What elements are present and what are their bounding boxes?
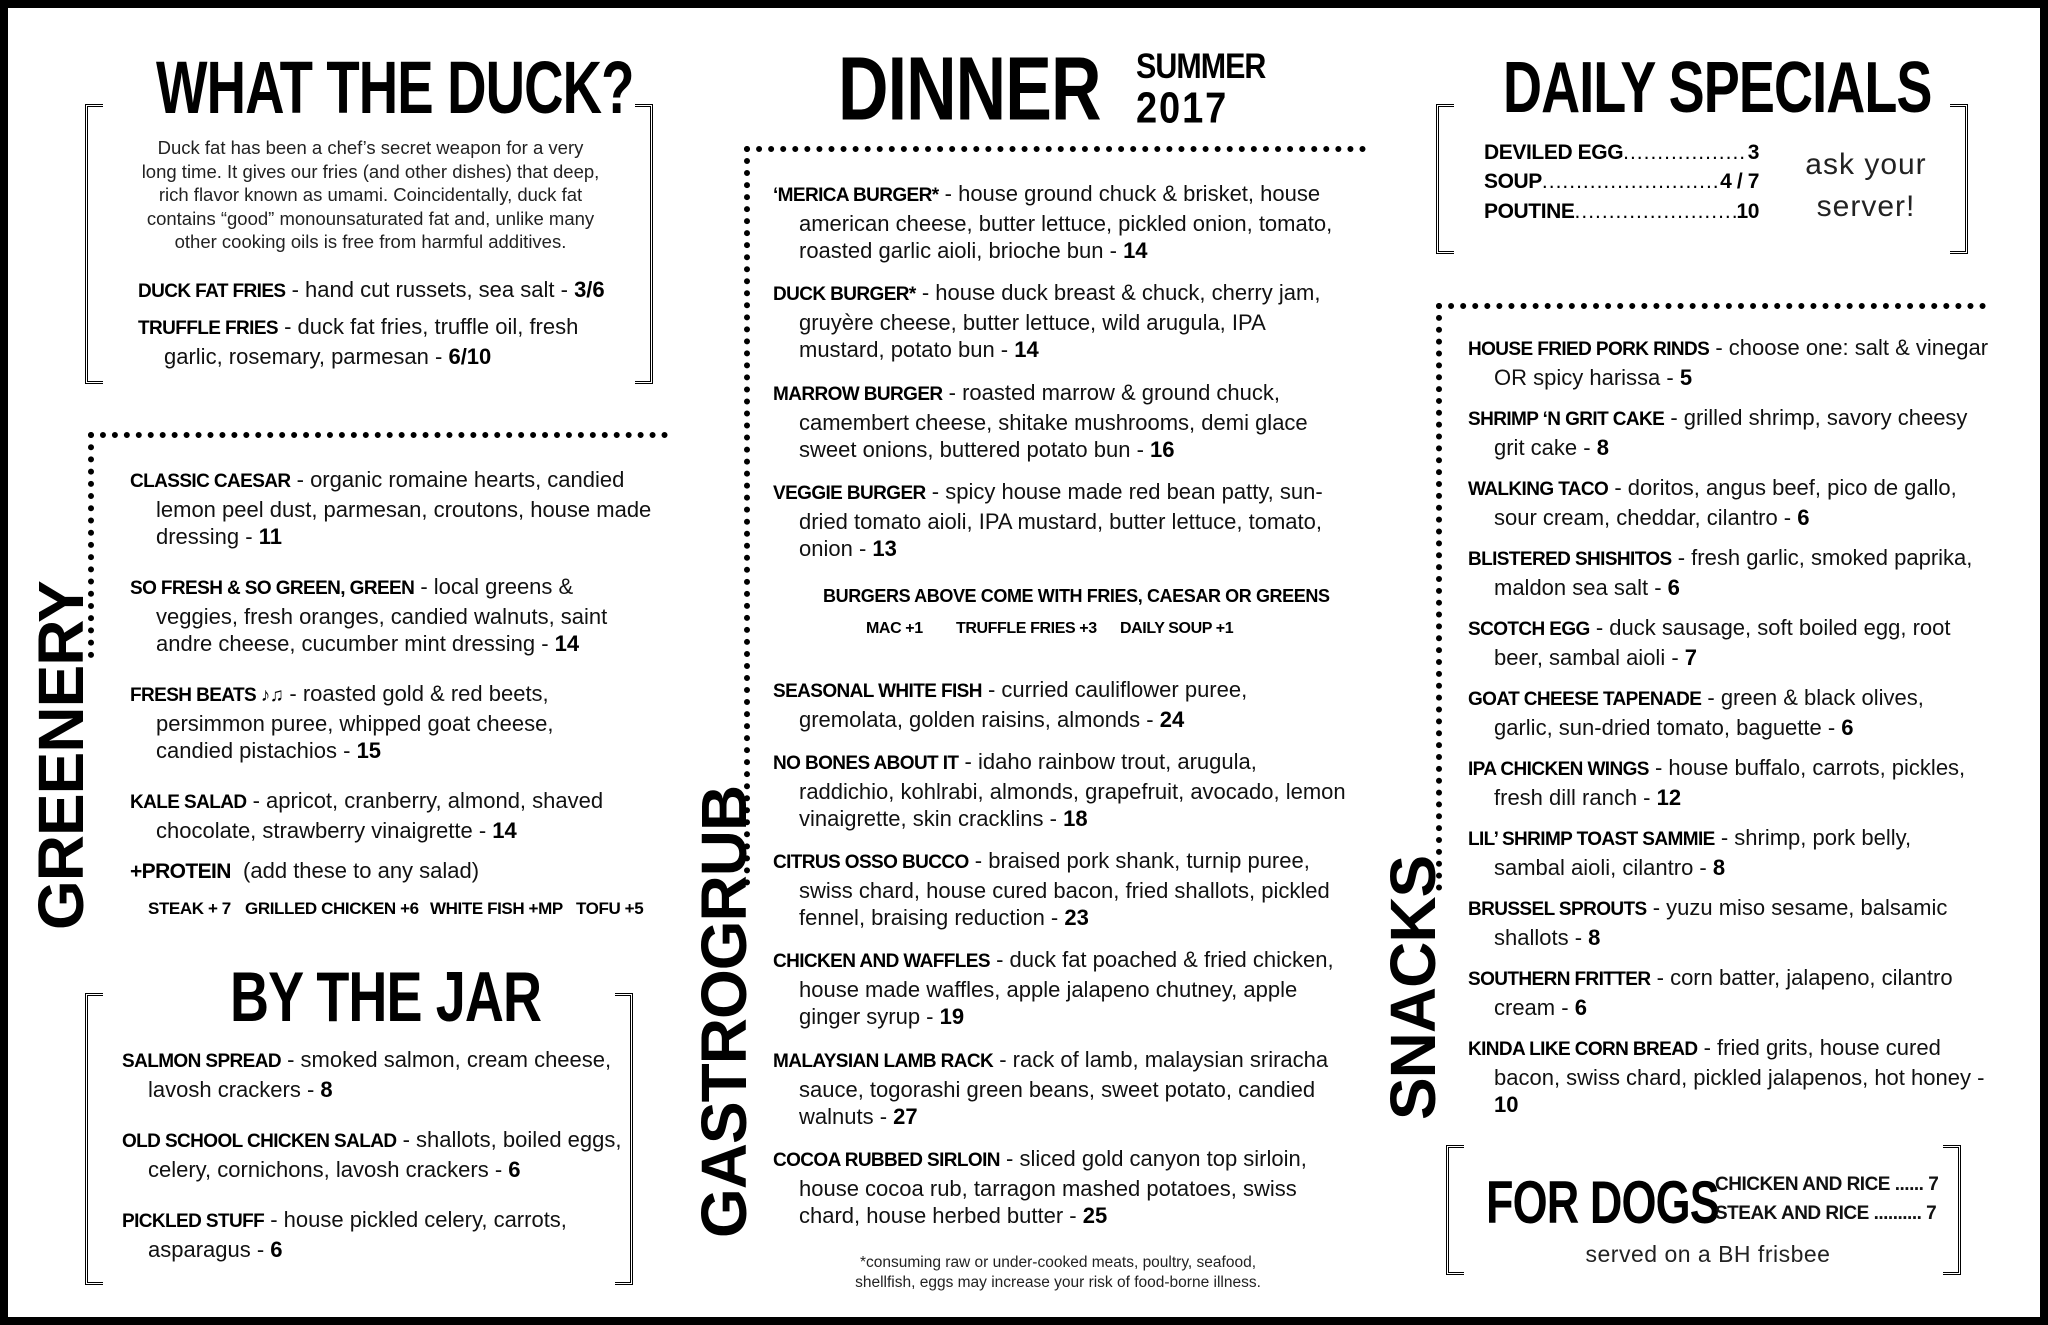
menu-item-no-bones-about-it: NO BONES ABOUT IT - idaho rainbow trout, arugula, raddichio, kohlrabi, almonds, grapefruit, avocado, lemon vinaigrette, skin cracklins - 18 (773, 749, 1346, 831)
duck-bracket-left (85, 104, 103, 384)
menu-item-classic-caesar: CLASSIC CAESAR - organic romaine hearts, candied lemon peel dust, parmesan, croutons, house made dressing - 11 (130, 467, 652, 549)
menu-item-merica-burger: ‘MERICA BURGER* - house ground chuck & brisket, house american cheese, butter lettuce, pickled onion, tomato, roasted garlic aioli, brioche bun - 14 (773, 181, 1333, 263)
burger-addon-truffle-fries: TRUFFLE FRIES +3 (956, 620, 1097, 637)
menu-item-citrus-osso-bucco: CITRUS OSSO BUCCO - braised pork shank, turnip puree, swiss chard, house cured bacon, fried shallots, pickled fennel, braising reduction - 23 (773, 848, 1330, 930)
menu-item-brussel-sprouts: BRUSSEL SPROUTS - yuzu miso sesame, balsamic shallots - 8 (1468, 895, 1948, 950)
burger-addon-daily-soup: DAILY SOUP +1 (1120, 620, 1234, 637)
dogs-bracket-right (1943, 1145, 1961, 1275)
menu-item-goat-cheese-tapenade: GOAT CHEESE TAPENADE - green & black olives, garlic, sun-dried tomato, baguette - 6 (1468, 685, 1924, 740)
duck-bracket-right (635, 104, 653, 384)
menu-season: SUMMER (1136, 46, 1266, 86)
menu-item-kinda-like-corn-bread: KINDA LIKE CORN BREAD - fried grits, house cured bacon, swiss chard, pickled jalapenos, hot honey - 10 (1468, 1035, 1985, 1117)
greenery-section-title: GREENERY (25, 581, 97, 930)
greenery-divider-top (88, 432, 668, 438)
protein-heading: +PROTEIN (add these to any salad) (130, 858, 480, 883)
snacks-section-title: SNACKS (1377, 855, 1449, 1120)
gastrogrub-section-title: GASTROGRUB (688, 785, 760, 1238)
dogs-section-title: FOR DOGS (1486, 1169, 1719, 1237)
gastrogrub-divider-left (744, 146, 750, 886)
menu-item-scotch-egg: SCOTCH EGG - duck sausage, soft boiled egg, root beer, sambal aioli - 7 (1468, 615, 1951, 670)
jar-bracket-left (85, 993, 103, 1285)
special-item-deviled-egg: DEVILED EGG ..... 3 (1484, 141, 1759, 165)
menu-item-shrimp-n-grit-cake: SHRIMP ‘N GRIT CAKE - grilled shrimp, savory cheesy grit cake - 8 (1468, 405, 1968, 460)
burger-sides-note: BURGERS ABOVE COME WITH FRIES, CAESAR OR GREENS (823, 586, 1330, 606)
specials-section-title: DAILY SPECIALS (1503, 47, 1932, 128)
menu-item-cocoa-rubbed-sirloin: COCOA RUBBED SIRLOIN - sliced gold canyon top sirloin, house cocoa rub, tarragon mashed potatoes, swiss chard, house herbed butter - 25 (773, 1146, 1307, 1228)
dogs-note: served on a BH frisbee (1585, 1241, 1831, 1267)
menu-item-duck-fat-fries: DUCK FAT FRIES - hand cut russets, sea salt - 3/6 (138, 277, 605, 302)
food-safety-disclaimer: *consuming raw or under-cooked meats, poultry, seafood, shellfish, eggs may increase your risk of food-borne illness. (855, 1254, 1261, 1291)
menu-title: DINNER (838, 39, 1101, 140)
specials-note: ask your server! (1805, 148, 1927, 223)
menu-item-duck-burger: DUCK BURGER* - house duck breast & chuck, cherry jam, gruyère cheese, butter lettuce, wild arugula, IPA mustard, potato bun - 14 (773, 280, 1321, 362)
protein-option-tofu: TOFU +5 (576, 899, 644, 918)
menu-item-walking-taco: WALKING TACO - doritos, angus beef, pico de gallo, sour cream, cheddar, cilantro - 6 (1468, 475, 1957, 530)
jar-section-title: BY THE JAR (230, 957, 542, 1037)
snacks-divider-top (1436, 303, 1986, 309)
menu-item-chicken-and-waffles: CHICKEN AND WAFFLES - duck fat poached & fried chicken, house made waffles, apple jalapeno chutney, apple ginger syrup - 19 (773, 947, 1334, 1029)
menu-item-pickled-stuff: PICKLED STUFF - house pickled celery, carrots, asparagus - 6 (122, 1207, 567, 1262)
menu-item-so-fresh-so-green: SO FRESH & SO GREEN, GREEN - local greens & veggies, fresh oranges, candied walnuts, saint andre cheese, cucumber mint dressing - 14 (130, 574, 608, 656)
duck-intro: Duck fat has been a chef’s secret weapon for a very long time. It gives our fries (and other dishes) that deep, rich flavor known as umami. Coincidentally, duck fat contains “good” monounsaturated fat and, unlike many other cooking oils is free from harmful additives. (141, 137, 600, 252)
menu-item-old-school-chicken-salad: OLD SCHOOL CHICKEN SALAD - shallots, boiled eggs, celery, cornichons, lavosh crackers - 6 (122, 1127, 622, 1182)
menu-page (8, 8, 2040, 1317)
menu-item-malaysian-lamb-rack: MALAYSIAN LAMB RACK - rack of lamb, malaysian sriracha sauce, togorashi green beans, sweet potato, candied walnuts - 27 (773, 1047, 1329, 1129)
snacks-divider-left (1436, 303, 1442, 891)
menu-item-kale-salad: KALE SALAD - apricot, cranberry, almond, shaved chocolate, strawberry vinaigrette - 14 (130, 788, 604, 843)
menu-item-truffle-fries: TRUFFLE FRIES - duck fat fries, truffle oil, fresh garlic, rosemary, parmesan - 6/10 (138, 314, 579, 369)
special-item-poutine: POUTINE ..... 10 (1484, 200, 1759, 224)
dog-item-chicken-and-rice: CHICKEN AND RICE ...... 7 (1715, 1174, 1939, 1195)
special-item-soup: SOUP ..... 4 / 7 (1484, 170, 1759, 194)
menu-item-veggie-burger: VEGGIE BURGER - spicy house made red bean patty, sun-dried tomato aioli, IPA mustard, butter lettuce, tomato, onion - 13 (773, 479, 1323, 561)
specials-bracket-left (1436, 104, 1454, 254)
menu-item-lil-shrimp-toast-sammie: LIL’ SHRIMP TOAST SAMMIE - shrimp, pork belly, sambal aioli, cilantro - 8 (1468, 825, 1912, 880)
specials-bracket-right (1950, 104, 1968, 254)
menu-item-seasonal-white-fish: SEASONAL WHITE FISH - curried cauliflower puree, gremolata, golden raisins, almonds - 24 (773, 677, 1248, 732)
menu-item-marrow-burger: MARROW BURGER - roasted marrow & ground chuck, camembert cheese, shitake mushrooms, demi glace sweet onions, buttered potato bun - 16 (773, 380, 1308, 462)
dog-item-steak-and-rice: STEAK AND RICE .......... 7 (1715, 1203, 1937, 1224)
menu-item-ipa-chicken-wings: IPA CHICKEN WINGS - house buffalo, carrots, pickles, fresh dill ranch - 12 (1468, 755, 1966, 810)
protein-option-white-fish: WHITE FISH +MP (430, 899, 563, 918)
burger-addon-mac: MAC +1 (866, 620, 923, 637)
menu-item-blistered-shishitos: BLISTERED SHISHITOS - fresh garlic, smoked paprika, maldon sea salt - 6 (1468, 545, 1973, 600)
protein-option-grilled-chicken: GRILLED CHICKEN +6 (245, 899, 419, 918)
menu-item-house-fried-pork-rinds: HOUSE FRIED PORK RINDS - choose one: salt & vinegar OR spicy harissa - 5 (1468, 335, 1989, 390)
dogs-bracket-left (1446, 1145, 1464, 1275)
menu-item-southern-fritter: SOUTHERN FRITTER - corn batter, jalapeno, cilantro cream - 6 (1468, 965, 1953, 1020)
gastrogrub-divider-top (744, 146, 1366, 152)
menu-item-fresh-beats: FRESH BEATS ♪♫ - roasted gold & red beets, persimmon puree, whipped goat cheese, candied pistachios - 15 (130, 681, 554, 763)
menu-year: 2017 (1136, 84, 1229, 133)
protein-option-steak: STEAK + 7 (148, 899, 231, 918)
duck-section-title: WHAT THE DUCK? (156, 47, 634, 131)
menu-item-salmon-spread: SALMON SPREAD - smoked salmon, cream cheese, lavosh crackers - 8 (122, 1047, 612, 1102)
